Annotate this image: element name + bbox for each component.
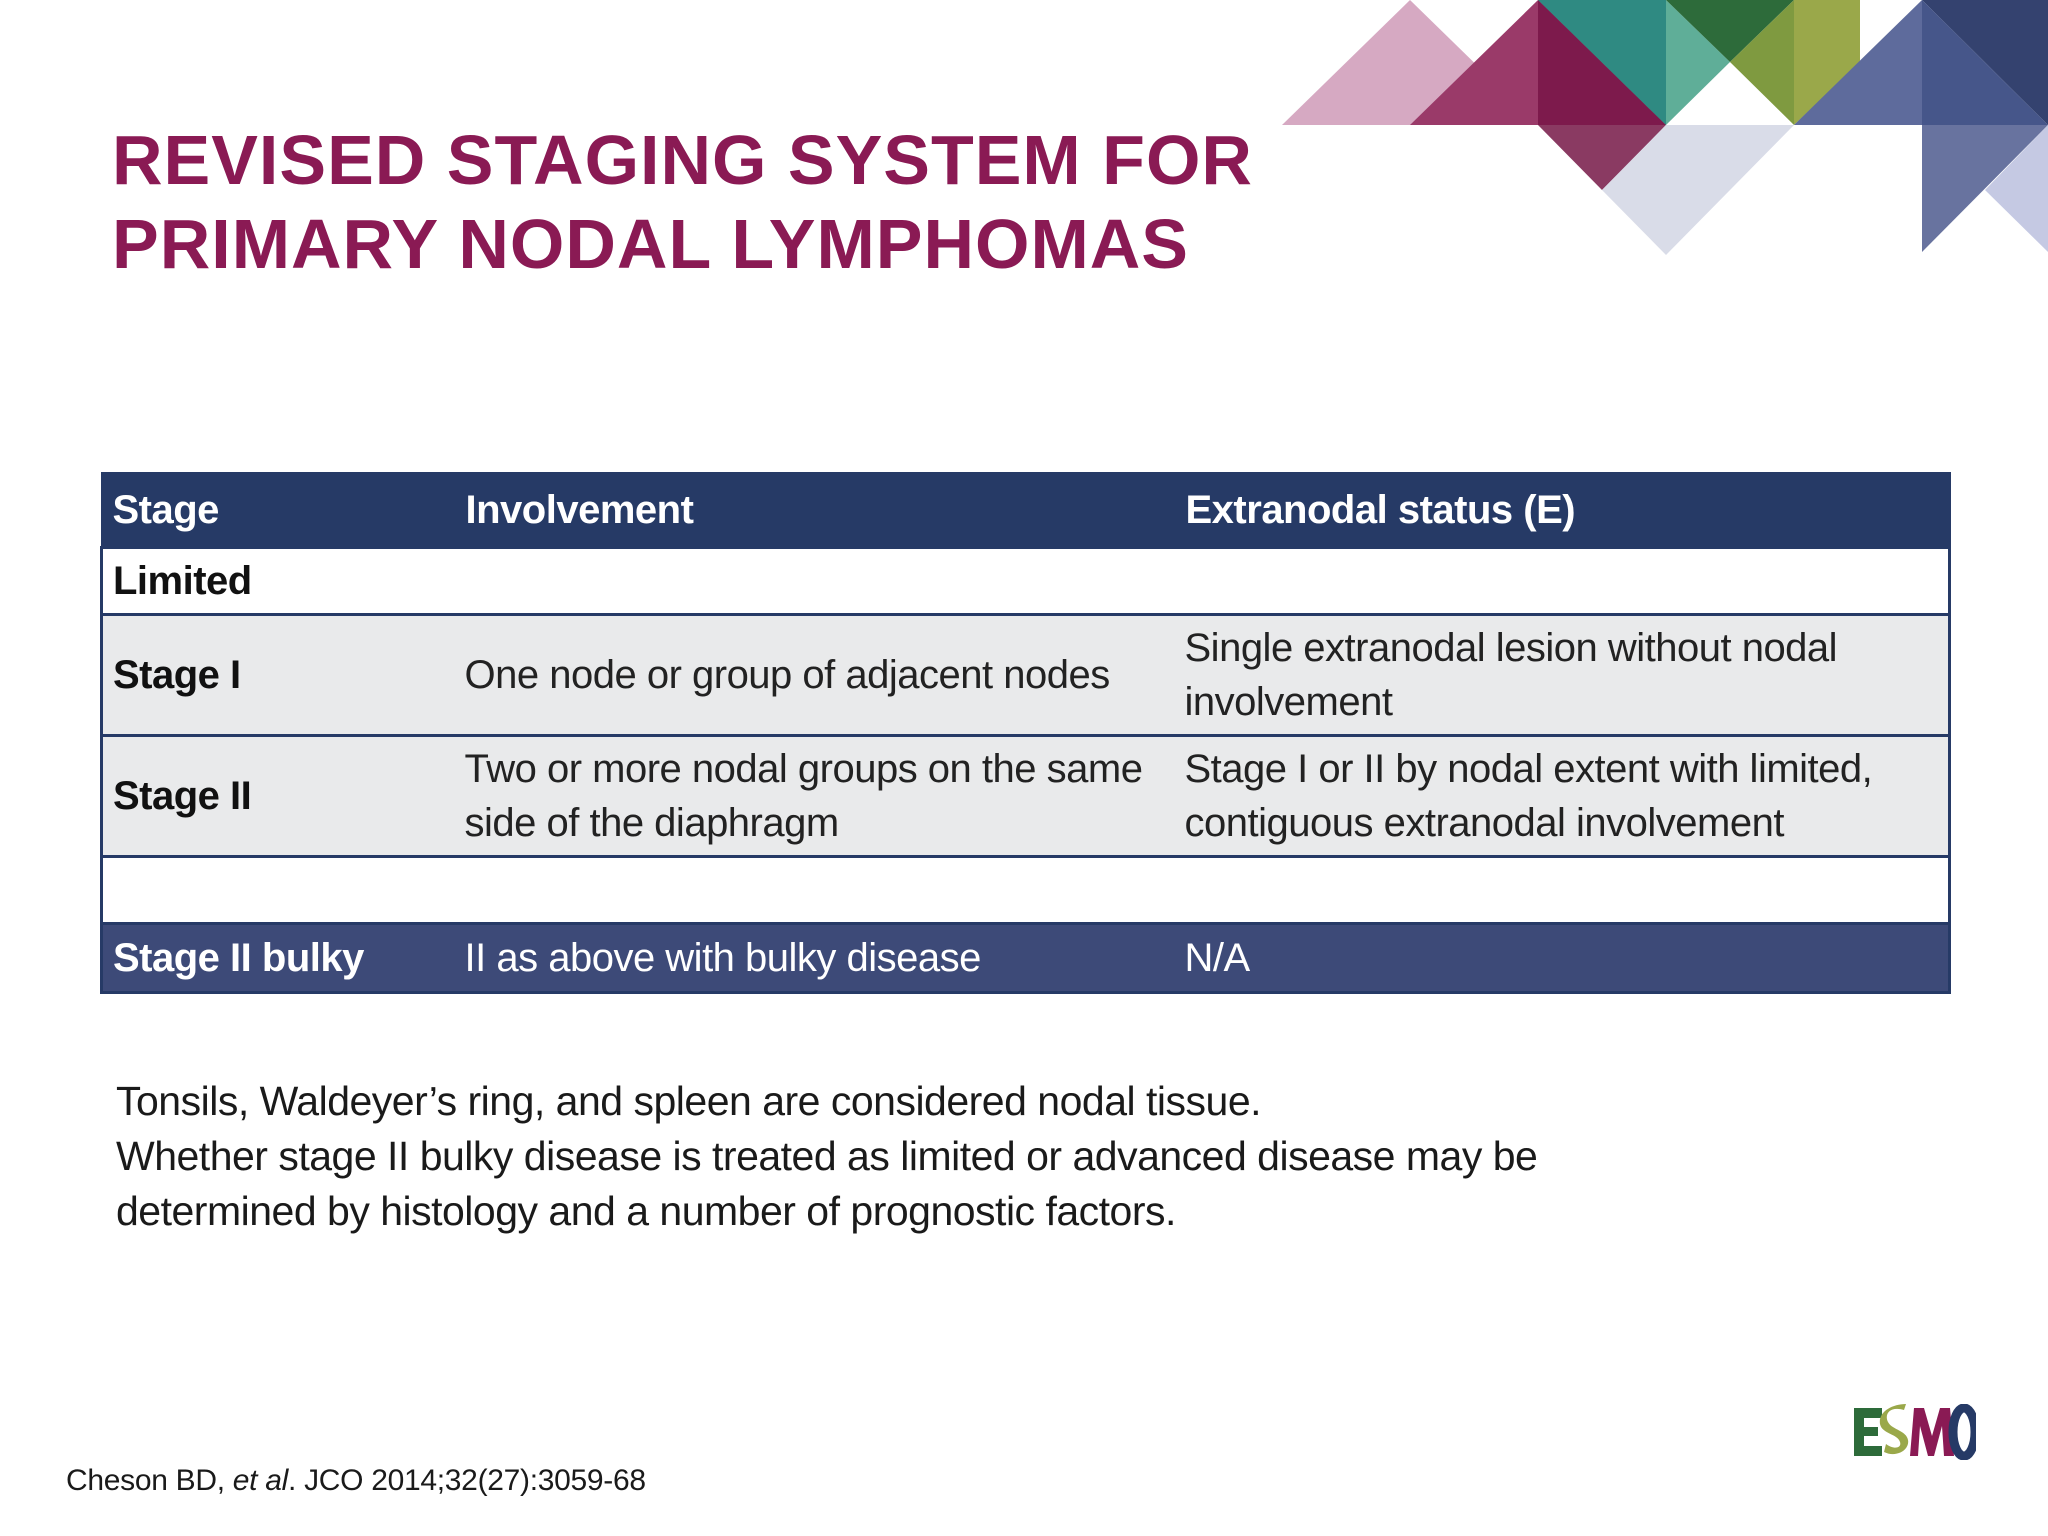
slide-title: [112, 118, 1292, 286]
empty-cell: [102, 857, 455, 924]
note-nodal-tissue: Tonsils, Waldeyer’s ring, and spleen are considered nodal tissue.: [116, 1078, 1262, 1124]
stage-cell: Stage I: [102, 615, 455, 736]
citation-etal: et al: [232, 1464, 289, 1497]
slide-title-line-2: PRIMARY NODAL LYMPHOMAS: [112, 205, 1189, 283]
table-row: [102, 736, 1950, 857]
note-bulky-disease: Whether stage II bulky disease is treated as limited or advanced disease may be determined by histology and a number of prognostic factors.: [116, 1133, 1538, 1234]
header-stage: Stage: [102, 473, 455, 548]
extranodal-cell: Single extranodal lesion without nodal involvement: [1175, 615, 1950, 736]
extranodal-cell: Stage I or II by nodal extent with limited, contiguous extranodal involvement: [1175, 736, 1950, 857]
slide-title-line-1: REVISED STAGING SYSTEM FOR: [112, 121, 1253, 199]
header-extranodal: Extranodal status (E): [1175, 473, 1950, 548]
table-header-row: [102, 473, 1950, 548]
empty-cell: [1175, 857, 1950, 924]
extranodal-cell: N/A: [1175, 924, 1950, 993]
bulky-row: [102, 924, 1950, 993]
stage-cell: Stage II: [102, 736, 455, 857]
section-row-limited: [102, 548, 1950, 615]
involvement-cell: One node or group of adjacent nodes: [455, 615, 1175, 736]
citation: [66, 1462, 646, 1500]
empty-cell: [455, 857, 1175, 924]
header-involvement: Involvement: [455, 473, 1175, 548]
esmo-logo: [1854, 1404, 1976, 1460]
spacer-row: [102, 857, 1950, 924]
section-label: Limited: [102, 548, 455, 615]
citation-authors: Cheson BD,: [66, 1464, 225, 1497]
staging-table: [100, 472, 1951, 994]
footnotes: [116, 1074, 1736, 1239]
citation-journal: . JCO 2014;32(27):3059-68: [288, 1464, 646, 1497]
empty-cell: [1175, 548, 1950, 615]
table-row: [102, 615, 1950, 736]
stage-cell: Stage II bulky: [102, 924, 455, 993]
empty-cell: [455, 548, 1175, 615]
involvement-cell: Two or more nodal groups on the same side of the diaphragm: [455, 736, 1175, 857]
involvement-cell: II as above with bulky disease: [455, 924, 1175, 993]
